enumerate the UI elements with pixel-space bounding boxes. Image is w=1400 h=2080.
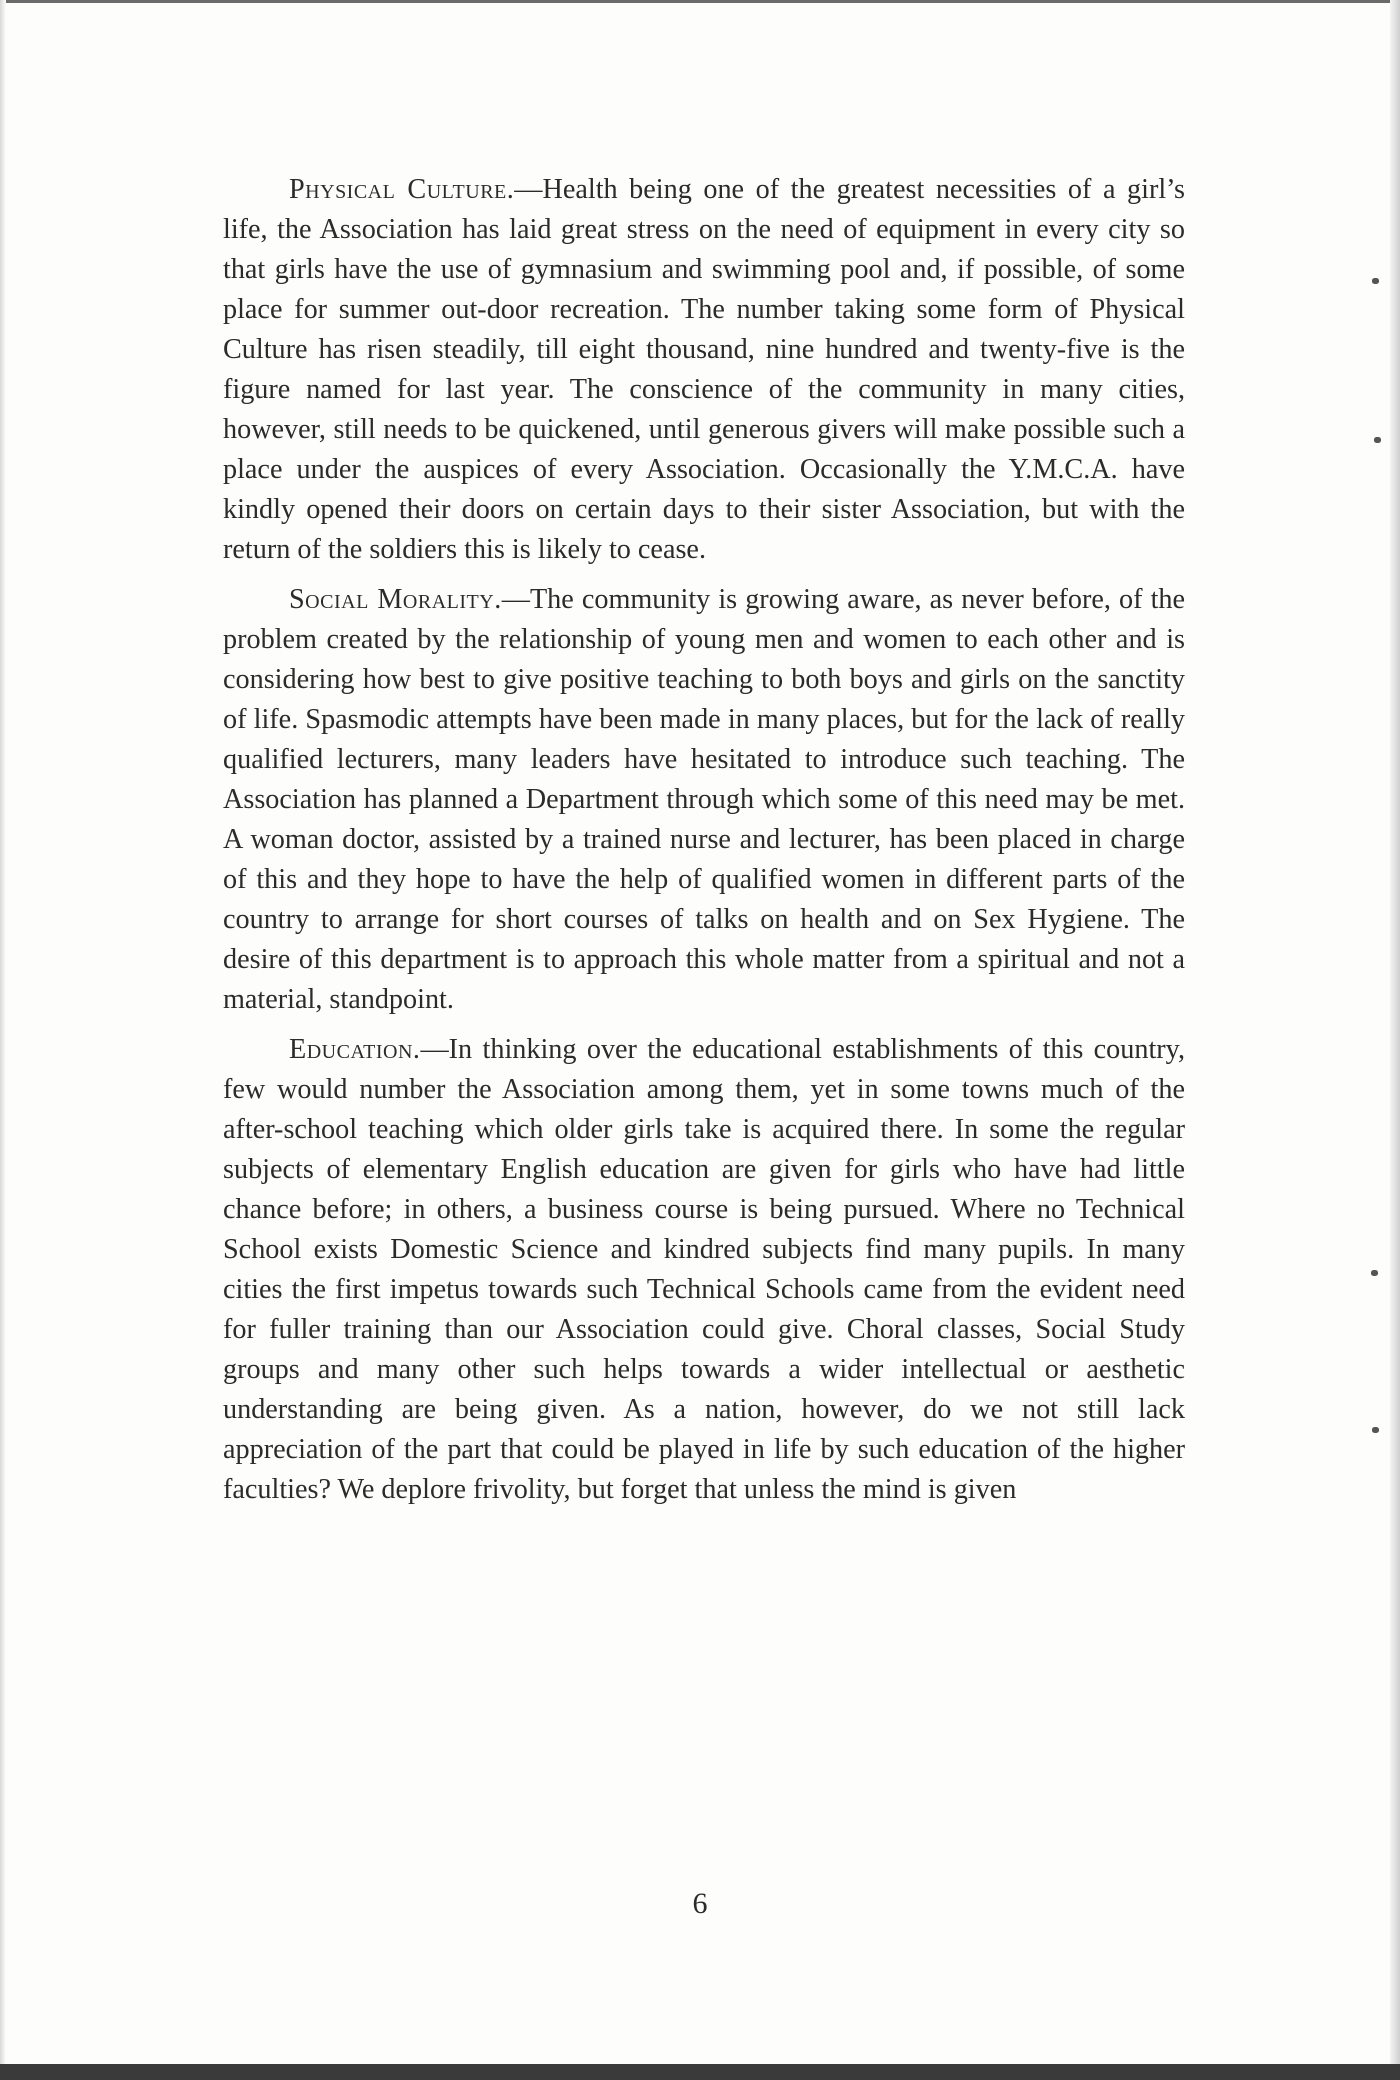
margin-speck [1372,1427,1379,1433]
paragraph-text: —Health being one of the greatest necessities of a girl’s life, the Association has laid great stress on the need of equipment in every city so that girls have the use of gymnasium and swimming pool and, if possible, of some place for summer out-door recreation. The number taking some form of Physical Culture has risen steadily, till eight thousand, nine hundred and twenty-five is the figure named for last year. The conscience of the community in many cities, however, still needs to be quickened, until generous givers will make possible such a place under the auspices of every Association. Occasionally the Y.M.C.A. have kindly opened their doors on certain days to their sister Association, but with the return of the soldiers this is likely to cease. [223,174,1185,565]
paragraph-text: —The community is growing aware, as never before, of the problem created by the relationship of young men and women to each other and is considering how best to give positive teaching to both boys and girls on the sanctity of life. Spasmodic attempts have been made in many places, but for the lack of really qualified lecturers, many leaders have hesitated to introduce such teaching. The Association has planned a Department through which some of this need may be met. A woman doctor, assisted by a trained nurse and lecturer, has been placed in charge of this and they hope to have the help of qualified women in different parts of the country to arrange for short courses of talks on health and on Sex Hygiene. The desire of this department is to approach this whole matter from a spiritual and not a material, standpoint. [223,584,1185,1015]
scan-bottom-edge [0,2064,1400,2080]
scan-top-edge [0,0,1400,3]
section-heading: Social Morality. [289,584,502,615]
paragraph-text: —In thinking over the educational establishments of this country, few would number the Association among them, yet in some towns much of the after-school teaching which older girls take is acquired there. In some the regular subjects of elementary English education are given for girls who have had little chance before; in others, a business course is being pursued. Where no Technical School exists Domestic Science and kindred subjects find many pupils. In many cities the first impetus towards such Technical Schools came from the evident need for fuller training than our Association could give. Choral classes, Social Study groups and many other such helps towards a wider intellectual or aesthetic understanding are being given. As a nation, however, do we not still lack appreciation of the part that could be played in life by such education of the higher faculties? We deplore frivolity, but forget that unless the mind is given [223,1034,1185,1505]
paragraph-physical-culture [223,170,1185,570]
margin-speck [1371,1270,1378,1276]
margin-speck [1374,437,1381,443]
paragraph-social-morality [223,580,1185,1020]
scan-right-edge [1390,0,1400,2080]
margin-speck [1372,278,1379,284]
section-heading: Physical Culture. [289,174,515,205]
scan-left-edge [0,0,6,2080]
body-text [223,170,1185,1520]
section-heading: Education. [289,1034,421,1065]
page-number: 6 [692,1887,708,1920]
paragraph-education [223,1030,1185,1510]
